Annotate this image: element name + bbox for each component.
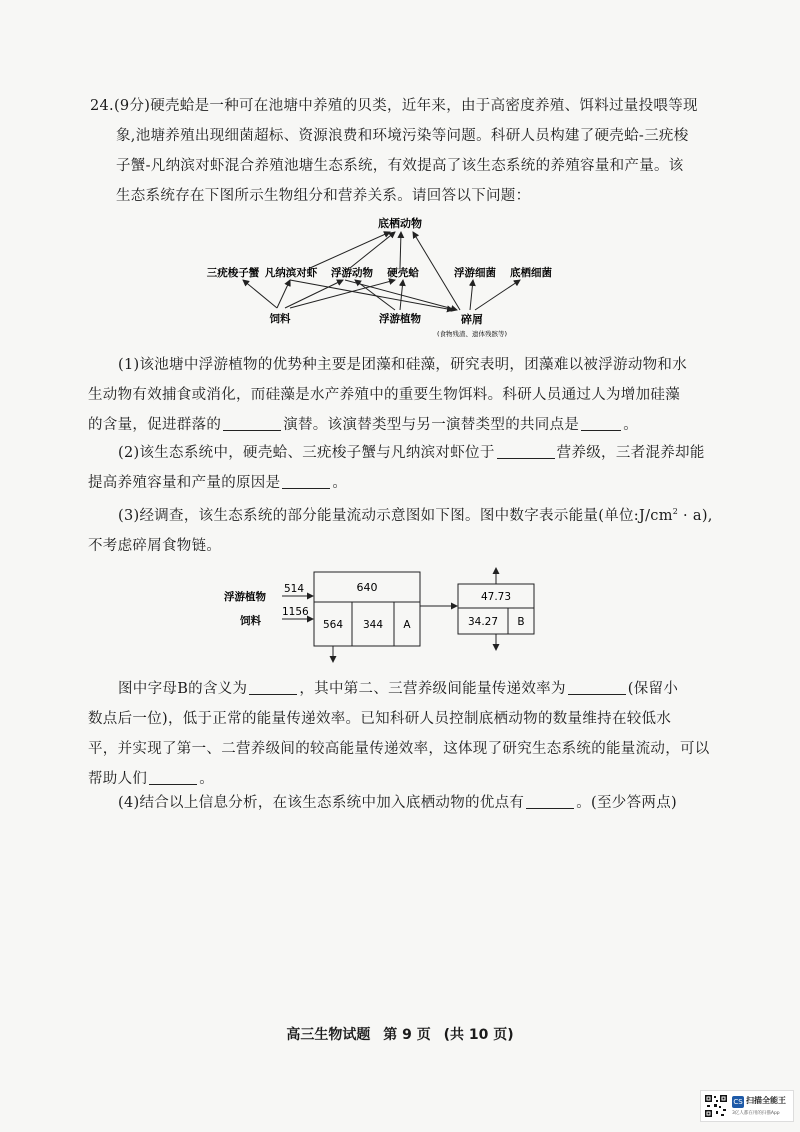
node-benthic-bacteria: 底栖细菌 (510, 267, 552, 279)
part3b-line-1 (88, 674, 688, 704)
part2-text-b: 营养级，三者混养却能 (556, 445, 705, 461)
part1-text-a: 的含量，促进群落的 (88, 417, 222, 433)
part2-line-2 (88, 468, 688, 498)
node-crab: 三疣梭子蟹 (206, 267, 260, 279)
answer-blank-5[interactable] (249, 693, 297, 695)
part-3 (88, 497, 713, 561)
footer-page: 第 9 页 (383, 1027, 431, 1043)
energy-flow-diagram (222, 562, 552, 667)
part-1 (88, 350, 688, 440)
answer-blank-7[interactable] (149, 783, 197, 785)
scanner-subtitle: 3亿人都在用的扫描App (732, 1111, 780, 1116)
part3-text-b: · a), (678, 507, 713, 524)
question-intro (90, 91, 698, 211)
box1-assimilated: 640 (356, 581, 378, 594)
answer-blank-1[interactable] (223, 429, 281, 431)
part2-text-d: 。 (332, 475, 348, 491)
part-4 (88, 788, 688, 818)
answer-blank-8[interactable] (526, 807, 574, 809)
part3b-text-d: 帮助人们 (88, 771, 148, 787)
node-zooplankton: 浮游动物 (331, 267, 373, 279)
node-benthic: 底栖动物 (378, 217, 422, 230)
part3-line-2: 不考虑碎屑食物链。 (88, 537, 222, 554)
part1-line-3 (88, 410, 688, 440)
answer-blank-6[interactable] (568, 693, 626, 695)
scanner-title: 扫描全能王 (746, 1096, 786, 1105)
footer-total: (共 10 页) (443, 1027, 514, 1043)
qr-code-icon (704, 1094, 728, 1118)
box1-cell-A: A (403, 619, 411, 631)
node-feed: 饲料 (269, 313, 291, 325)
node-phytoplankton: 浮游植物 (379, 313, 421, 325)
part4-text-a: (4)结合以上信息分析，在该生态系统中加入底栖动物的优点有 (118, 795, 525, 811)
scanner-watermark (700, 1090, 794, 1122)
part3b-text-a: 图中字母B的含义为 (118, 681, 248, 697)
part3b-line-3: 平，并实现了第一、二营养级间的较高能量传递效率，这体现了研究生态系统的能量流动，可以 (88, 741, 710, 757)
part-3-questions (88, 674, 710, 794)
intro-line-3: 子蟹-凡纳滨对虾混合养殖池塘生态系统，有效提高了该生态系统的养殖容量和产量。该 (116, 158, 684, 174)
part4-text-b: 。(至少答两点) (576, 795, 677, 811)
box2-assimilated: 47.73 (480, 591, 512, 603)
node-detritus-note: (食物残渣、遗体残骸等) (436, 330, 508, 338)
camscanner-logo: CS (733, 1098, 743, 1106)
part3b-line-2: 数点后一位)，低于正常的能量传递效率。已知科研人员控制底栖动物的数量维持在较低水 (88, 711, 672, 727)
box2-cell-1: 34.27 (467, 616, 499, 628)
box1-cell-2: 344 (362, 619, 384, 631)
part4-line-1 (88, 788, 688, 818)
part3b-text-e: 。 (199, 771, 215, 787)
food-web-diagram (195, 210, 575, 345)
part2-line-1 (88, 438, 705, 468)
footer-title: 高三生物试题 (286, 1027, 371, 1043)
part1-text-c: 。 (623, 417, 639, 433)
node-clam: 硬壳蛤 (387, 267, 419, 279)
intro-line-1: 24.(9分)硬壳蛤是一种可在池塘中养殖的贝类，近年来，由于高密度养殖、饵料过量投喂等现 (90, 98, 698, 114)
answer-blank-4[interactable] (282, 487, 330, 489)
box2-cell-B: B (517, 616, 525, 628)
part3-line-1 (88, 497, 713, 531)
intro-line-4: 生态系统存在下图所示生物组分和营养关系。请回答以下问题： (116, 188, 531, 204)
part1-text-b: 演替。该演替类型与另一演替类型的共同点是 (283, 417, 580, 433)
page-footer (0, 1024, 800, 1044)
answer-blank-3[interactable] (497, 457, 555, 459)
node-plankton-bacteria: 浮游细菌 (454, 267, 496, 279)
intro-line-2: 象,池塘养殖出现细菌超标、资源浪费和环境污染等问题。科研人员构建了硬壳蛤-三疣梭 (116, 128, 689, 144)
part3-text-a: (3)经调查，该生态系统的部分能量流动示意图如下图。图中数字表示能量(单位:J/cm (118, 507, 673, 524)
part2-text-a: (2)该生态系统中，硬壳蛤、三疣梭子蟹与凡纳滨对虾位于 (118, 445, 495, 461)
node-shrimp: 凡纳滨对虾 (264, 267, 318, 279)
part2-text-c: 提高养殖容量和产量的原因是 (88, 475, 281, 491)
input-feed-label: 饲料 (240, 615, 261, 627)
input-phyto-value: 514 (284, 583, 305, 595)
node-detritus: 碎屑 (461, 313, 483, 326)
input-phyto-label: 浮游植物 (224, 591, 266, 603)
part3b-text-c: (保留小 (627, 681, 679, 697)
box1-cell-1: 564 (322, 619, 344, 631)
part1-line-1: (1)该池塘中浮游植物的优势种主要是团藻和硅藻，研究表明，团藻难以被浮游动物和水 (118, 357, 688, 373)
part3-unit-sup: 2 (672, 507, 679, 516)
input-feed-value: 1156 (282, 606, 309, 618)
part3b-text-b: ，其中第二、三营养级间能量传递效率为 (299, 681, 566, 697)
part-2 (88, 438, 705, 498)
answer-blank-2[interactable] (581, 429, 621, 431)
part1-line-2: 生动物有效捕食或消化，而硅藻是水产养殖中的重要生物饵料。科研人员通过人为增加硅藻 (88, 387, 680, 403)
